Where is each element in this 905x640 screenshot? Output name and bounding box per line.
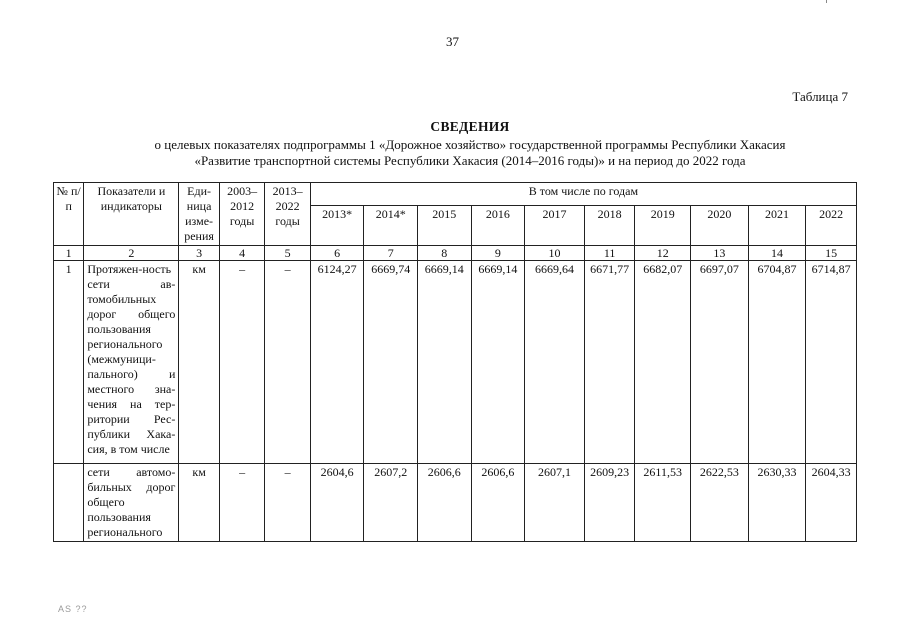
value-cell: 2604,6 [310, 464, 364, 542]
value-cell: 2609,23 [584, 464, 635, 542]
value-cell: 2606,6 [418, 464, 472, 542]
value-cell: 2611,53 [635, 464, 691, 542]
value-cell: 2606,6 [471, 464, 525, 542]
period-2003-2012-cell: – [219, 464, 265, 542]
column-number: 5 [265, 246, 311, 261]
corner-tick [826, 0, 827, 3]
header-year: 2019 [635, 205, 691, 246]
row-number [54, 464, 84, 542]
value-cell: 6669,14 [471, 261, 525, 464]
header-unit: Еди-ница изме-рения [179, 183, 219, 246]
period-2013-2022-cell: – [265, 261, 311, 464]
scan-watermark: AS ?? [58, 604, 88, 614]
header-year: 2021 [748, 205, 806, 246]
column-number: 1 [54, 246, 84, 261]
value-cell: 6124,27 [310, 261, 364, 464]
header-year: 2020 [691, 205, 749, 246]
unit-cell: км [179, 261, 219, 464]
column-number: 13 [691, 246, 749, 261]
header-year: 2022 [806, 205, 857, 246]
column-number: 11 [584, 246, 635, 261]
column-number: 9 [471, 246, 525, 261]
header-year: 2018 [584, 205, 635, 246]
value-cell: 2630,33 [748, 464, 806, 542]
period-2003-2012-cell: – [219, 261, 265, 464]
value-cell: 6714,87 [806, 261, 857, 464]
header-indicator: Показатели и индикаторы [84, 183, 179, 246]
document-title: СВЕДЕНИЯ [430, 119, 510, 134]
column-number: 6 [310, 246, 364, 261]
column-number: 12 [635, 246, 691, 261]
column-number: 3 [179, 246, 219, 261]
indicator-name: сети автомо-бильных дорог общего пользования регионального [84, 464, 179, 542]
value-cell: 6682,07 [635, 261, 691, 464]
page-number: 37 [446, 34, 459, 49]
value-cell: 2604,33 [806, 464, 857, 542]
column-number: 7 [364, 246, 418, 261]
document-subtitle-line2: «Развитие транспортной системы Республики Хакасия (2014–2016 годы)» и на период до 2022 года [194, 153, 746, 168]
row-number: 1 [54, 261, 84, 464]
value-cell: 6704,87 [748, 261, 806, 464]
value-cell: 2607,2 [364, 464, 418, 542]
column-number: 10 [525, 246, 585, 261]
table-row [54, 261, 857, 464]
table-row [54, 464, 857, 542]
value-cell: 6671,77 [584, 261, 635, 464]
value-cell: 6669,74 [364, 261, 418, 464]
column-number: 8 [418, 246, 472, 261]
table-label: Таблица 7 [792, 89, 848, 104]
value-cell: 6669,64 [525, 261, 585, 464]
unit-cell: км [179, 464, 219, 542]
column-number: 4 [219, 246, 265, 261]
document-subtitle-line1: о целевых показателях подпрограммы 1 «Дорожное хозяйство» государственной программы Республики Хакасия [154, 137, 786, 152]
value-cell: 2607,1 [525, 464, 585, 542]
header-year: 2016 [471, 205, 525, 246]
header-2003-2012: 2003–2012 годы [219, 183, 265, 246]
header-num: № п/п [54, 183, 84, 246]
value-cell: 6697,07 [691, 261, 749, 464]
header-year: 2014* [364, 205, 418, 246]
period-2013-2022-cell: – [265, 464, 311, 542]
indicator-name: Протяжен-ность сети ав-томобильных дорог общего пользования регионального (межмуници-пального) и местного зна-чения на тер-ритории Рес-публики Хака-сия, в том числе [84, 261, 179, 464]
indicators-table [53, 182, 857, 542]
value-cell: 2622,53 [691, 464, 749, 542]
header-year: 2017 [525, 205, 585, 246]
column-number: 14 [748, 246, 806, 261]
header-2013-2022: 2013–2022 годы [265, 183, 311, 246]
header-year: 2015 [418, 205, 472, 246]
column-number: 2 [84, 246, 179, 261]
header-years-group: В том числе по годам [310, 183, 856, 206]
value-cell: 6669,14 [418, 261, 472, 464]
header-year: 2013* [310, 205, 364, 246]
column-number: 15 [806, 246, 857, 261]
